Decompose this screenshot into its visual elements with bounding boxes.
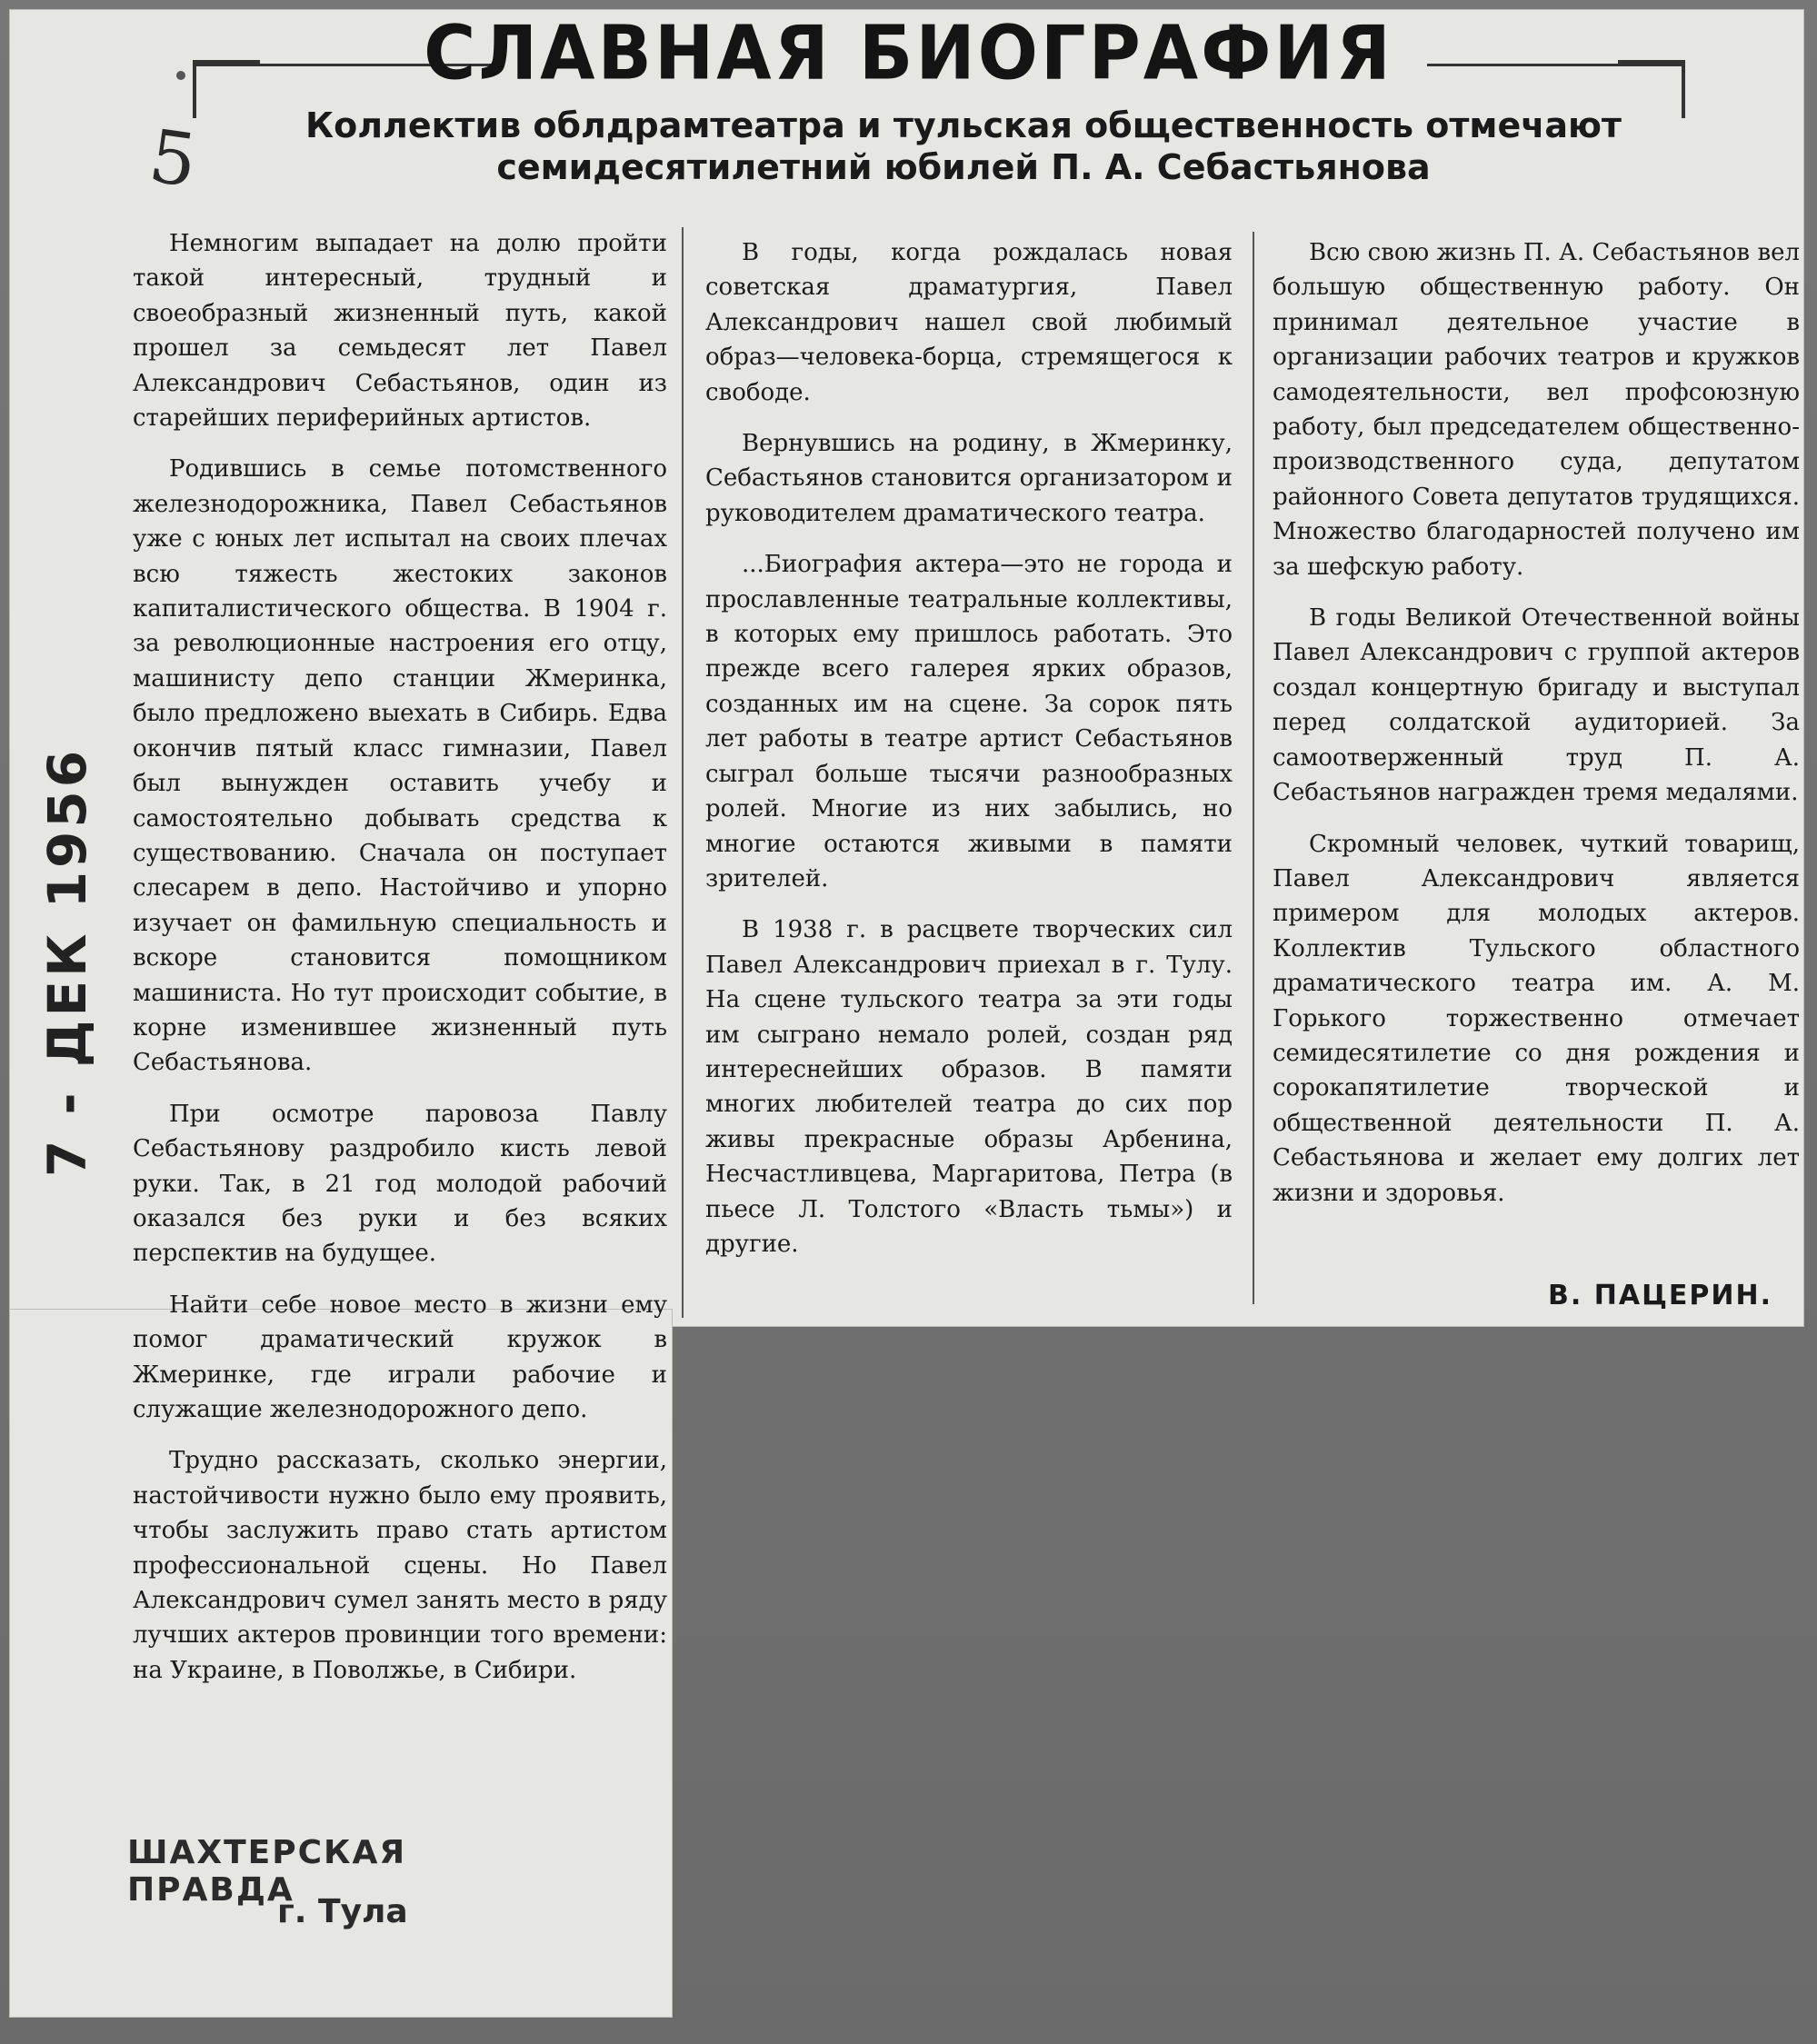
newspaper-name-stamp: ШАХТЕРСКАЯ ПРАВДА [127,1834,407,1909]
article-subheadline: Коллектив облдрамтеатра и тульская общественность отмечают семидесятилетний юбилей П. А. Себастьянова [305,105,1622,187]
article-column-2 [705,235,1233,1261]
column-2-paragraph-4: В 1938 г. в расцвете творческих сил Павел Александрович приехал в г. Тулу. На сцене тульского театра за эти годы им сыграно немало ролей, создан ряд интереснейших образов. В памяти многих любителей театра до сих пор живы прекрасные образы Арбенина, Несчастливцева, Маргаритова, Петра (в пьесе Л. Толстого «Власть тьмы») и другие. [705,916,1233,1258]
date-stamp: 7 - ДЕК 1956 [36,746,98,1177]
article-column-3 [1273,235,1800,1211]
column-divider-2 [1253,232,1254,1304]
column-3-paragraph-1: Всю свою жизнь П. А. Себастьянов вел большую общественную работу. Он принимал деятельное участие в организации рабочих театров и кружков самодеятельности, вел профсоюзную работу, был председателем общественно-производственного суда, депутатом районного Совета депутатов трудящихся. Множество благодарностей получено им за шефскую работу. [1273,239,1800,581]
column-1-paragraph-1: Немногим выпадает на долю пройти такой интересный, трудный и своеобразный жизненный путь, какой прошел за семьдесят лет Павел Александрович Себастьянов, один из старейших периферийных артистов. [133,230,667,433]
column-1-paragraph-3: При осмотре паровоза Павлу Себастьянову раздробило кисть левой руки. Так, в 21 год молодой рабочий оказался без руки и без всяких перспектив на будущее. [133,1100,667,1268]
article-headline: СЛАВНАЯ БИОГРАФИЯ [424,10,1393,97]
column-2-paragraph-3: ...Биография актера—это не города и прославленные театральные коллективы, в которых ему пришлось работать. Это прежде всего галерея ярких образов, созданных им на сцене. За сорок пять лет работы в театре артист Себастьянов сыграл больше тысячи разнообразных ролей. Многие из них забылись, но многие остаются живыми в памяти зрителей. [705,551,1233,892]
column-1-paragraph-5: Трудно рассказать, сколько энергии, настойчивости нужно было ему проявить, чтобы заслужить право стать артистом профессиональной сцены. Но Павел Александрович сумел занять место в ряду лучших актеров провинции того времени: на Украине, в Поволжье, в Сибири. [133,1447,667,1684]
column-1-paragraph-2: Родившись в семье потомственного железнодорожника, Павел Себастьянов уже с юных лет испытал на своих плечах всю тяжесть жестоких законов капиталистического общества. В 1904 г. за революционные настроения его отцу, машинисту депо станции Жмеринка, было предложено выехать в Сибирь. Едва окончив пятый класс гимназии, Павел был вынужден оставить учебу и самостоятельно добывать средства к существованию. Сначала он поступает слесарем в депо. Настойчиво и упорно изучает он фамильную специальность и вскоре становится помощником машиниста. Но тут происходит событие, в корне изменившее жизненный путь Себастьянова. [133,455,667,1077]
author-signature: В. ПАЦЕРИН. [1548,1280,1772,1311]
column-1-paragraph-4: Найти себе новое место в жизни ему помог драматический кружок в Жмеринке, где играли рабочие и служащие железнодорожного депо. [133,1291,667,1423]
column-3-paragraph-2: В годы Великой Отечественной войны Павел Александрович с группой актеров создал концертную бригаду и выступал перед солдатской аудиторией. За самоотверженный труд П. А. Себастьянов награжден тремя медалями. [1273,604,1800,807]
column-2-paragraph-2: Вернувшись на родину, в Жмеринку, Себастьянов становится организатором и руководителем драматического театра. [705,430,1233,527]
article-column-1 [133,226,667,1688]
column-3-paragraph-3: Скромный человек, чуткий товарищ, Павел Александрович является примером для молодых актеров. Коллектив Тульского областного драматического театра им. А. М. Горького торжественно отмечает семидесятилетие со дня рождения и сорокапятилетие творческой и общественной деятельности П. А. Себастьянова и желает ему долгих лет жизни и здоровья. [1273,830,1800,1207]
column-2-paragraph-1: В годы, когда рождалась новая советская драматургия, Павел Александрович нашел свой любимый образ—человека-борца, стремящегося к свободе. [705,239,1233,406]
column-divider-1 [682,227,684,1318]
city-stamp: г. Тула [277,1893,408,1930]
handwritten-mark: 5 [144,113,203,204]
